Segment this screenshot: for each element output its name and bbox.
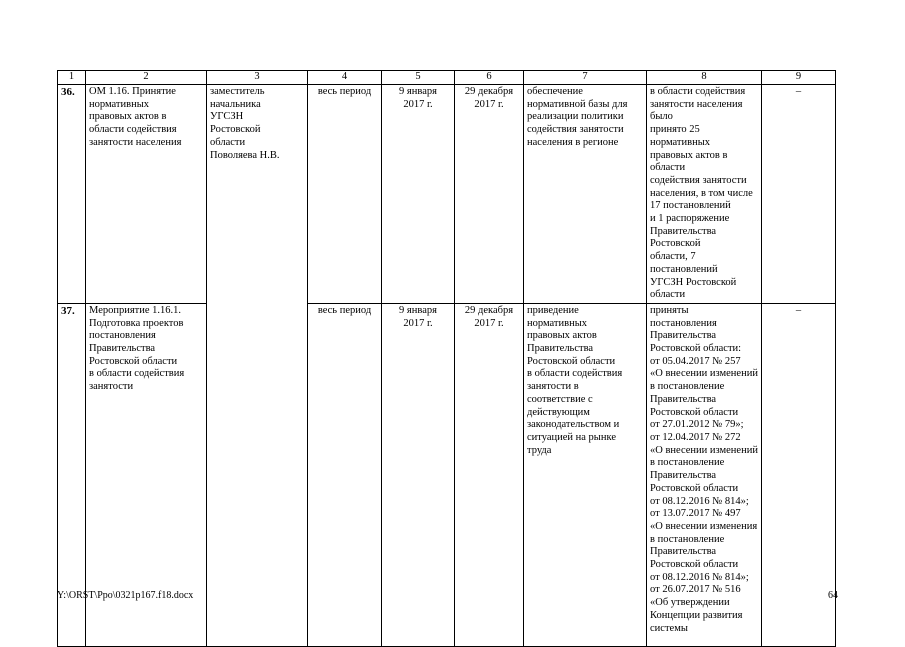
- table-row: [58, 85, 836, 304]
- header-cell: 4: [308, 71, 382, 85]
- page-number: 64: [828, 590, 838, 601]
- row-number: 37.: [58, 303, 86, 646]
- measure-name: ОМ 1.16. Принятие нормативных правовых актов в области содействия занятости населения: [86, 85, 207, 304]
- header-cell: 3: [207, 71, 308, 85]
- actual-result: приняты постановления Правительства Ростовской области: от 05.04.2017 № 257 «О внесении изменений в постановление Правительства Ростовской области от 27.01.2012 № 79»; от 12.04.2017 № 272 «О внесении изменений в постановление Правительства Ростовской области от 08.12.2016 № 814»; от 13.07.2017 № 497 «О внесении изменения в постановление Правительства Ростовской области от 08.12.2016 № 814»; от 26.07.2017 № 516 «Об утверждении Концепции развития системы: [647, 303, 762, 646]
- header-cell: 8: [647, 71, 762, 85]
- start-date: 9 января 2017 г.: [382, 303, 455, 646]
- header-cell: 5: [382, 71, 455, 85]
- actual-result: в области содействия занятости населения было принято 25 нормативных правовых актов в области содействия занятости населения, в том числе 17 постановлений и 1 распоряжение Правительства Ростовской области, 7 постановлений УГСЗН Ростовской области: [647, 85, 762, 304]
- header-cell: 6: [455, 71, 524, 85]
- header-row: [58, 71, 836, 85]
- header-cell: 2: [86, 71, 207, 85]
- file-path: Y:\ORST\Ppo\0321p167.f18.docx: [57, 590, 194, 601]
- note-cell: –: [762, 303, 836, 646]
- period-cell: весь период: [308, 303, 382, 646]
- responsible-person: заместитель начальника УГСЗН Ростовской области Поволяева Н.В.: [207, 85, 308, 647]
- start-date: 9 января 2017 г.: [382, 85, 455, 304]
- end-date: 29 декабря 2017 г.: [455, 85, 524, 304]
- expected-result: приведение нормативных правовых актов Правительства Ростовской области в области содействия занятости в соответствие с действующим законодательством и ситуацией на рынке труда: [524, 303, 647, 646]
- measure-name: Мероприятие 1.16.1. Подготовка проектов постановления Правительства Ростовской области в области содействия занятости: [86, 303, 207, 646]
- note-cell: –: [762, 85, 836, 304]
- end-date: 29 декабря 2017 г.: [455, 303, 524, 646]
- header-cell: 9: [762, 71, 836, 85]
- period-cell: весь период: [308, 85, 382, 304]
- row-number: 36.: [58, 85, 86, 304]
- expected-result: обеспечение нормативной базы для реализации политики содействия занятости населения в регионе: [524, 85, 647, 304]
- header-cell: 7: [524, 71, 647, 85]
- header-cell: 1: [58, 71, 86, 85]
- report-table: [57, 70, 836, 647]
